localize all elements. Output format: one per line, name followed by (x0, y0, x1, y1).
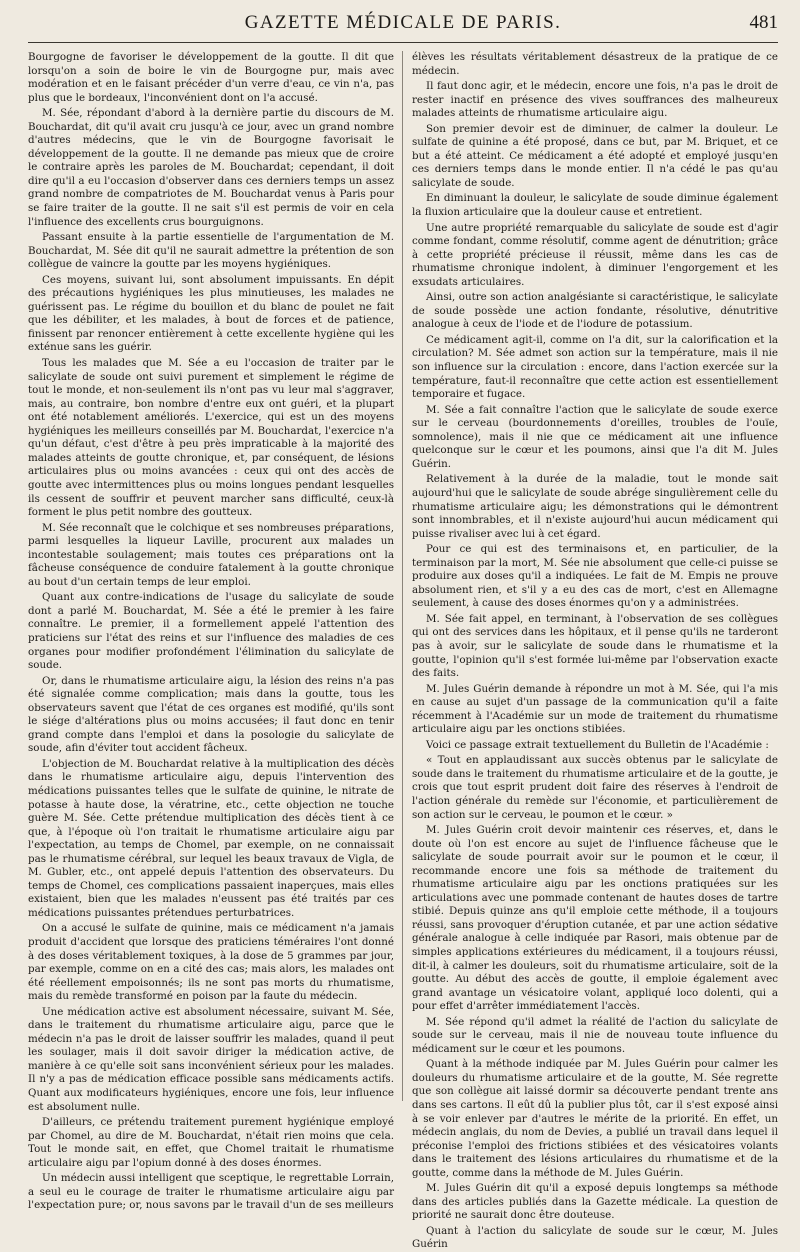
paragraph: Quant aux contre-indications de l'usage du salicylate de soude dont a parlé M. Bouchardat, M. Sée a été le premier à les faire connaître. Le premier, il a formellement appelé l'attention des praticiens sur l'état des reins et sur l'influence des maladies de ces organes pour modifier profondément l'élimination du salicylate de soude. (28, 591, 394, 672)
paragraph: L'objection de M. Bouchardat relative à la multiplication des décès dans le rhumatisme articulaire aigu, depuis l'intervention des médications puissantes telles que le sulfate de quinine, le nitrate de potasse à haute dose, la vératrine, etc., cette objection ne touche guère M. Sée. Cette prétendue multiplication des décès tient à ce que, à l'époque où l'on traitait le rhumatisme articulaire aigu par l'expectation, au temps de Chomel, par exemple, on ne connaissait pas le rhumatisme cérébral, sur lequel les beaux travaux de Vigla, de M. Gubler, etc., ont appelé depuis l'attention des observateurs. Du temps de Chomel, ces complications passaient inaperçues, mais elles existaient, bien que les malades n'eussent pas été traités par ces médications puissantes prétendues perturbatrices. (28, 757, 394, 919)
paragraph: M. Jules Guérin dit qu'il a exposé depuis longtemps sa méthode dans des articles publiés dans la Gazette médicale. La question de priorité ne saurait donc être douteuse. (412, 1182, 778, 1222)
paragraph: Relativement à la durée de la maladie, tout le monde sait aujourd'hui que le salicylate de soude abrége singulièrement celle du rhumatisme articulaire aigu; les démonstrations qui le démontrent sont innombrables, et il n'existe aujourd'hui aucun médicament qui puisse rivaliser avec lui à cet égard. (412, 473, 778, 540)
paragraph: Ces moyens, suivant lui, sont absolument impuissants. En dépit des précautions hygiéniques les plus minutieuses, les malades ne guérissent pas. Le régime du bouillon et du blanc de poulet ne fait que les débiliter, et les malades, à bout de forces et de patience, finissent par renoncer entièrement à cette excellente hygiène qui les exténue sans les guérir. (28, 273, 394, 354)
paragraph: M. Sée fait appel, en terminant, à l'observation de ses collègues qui ont des services dans les hôpitaux, et il pense qu'ils ne tarderont pas à avoir, sur le salicylate de soude dans le rhumatisme et la goutte, l'opinion qu'il s'est formée lui-même par l'observation exacte des faits. (412, 612, 778, 680)
paragraph: Or, dans le rhumatisme articulaire aigu, la lésion des reins n'a pas été signalée comme complication; mais dans la goutte, tous les observateurs savent que l'état de ces organes est modifié, qu'ils sont le siége d'altérations plus ou moins accusées; il faut donc en tenir grand compte dans l'emploi et dans la posologie du salicylate de soude, afin d'éviter tout accident fâcheux. (28, 674, 394, 755)
journal-title: GAZETTE MÉDICALE DE PARIS. (244, 12, 562, 33)
left-column (28, 51, 403, 1212)
paragraph: M. Sée, répondant d'abord à la dernière partie du discours de M. Bouchardat, dit qu'il avait cru jusqu'à ce jour, avec un grand nombre d'autres médecins, que le vin de Bourgogne favorisait le développement de la goutte. Il ne demande pas mieux que de croire le contraire après les paroles de M. Bouchardat; cependant, il doit dire qu'il a eu l'occasion d'observer dans ces derniers temps un assez grand nombre de compatriotes de M. Bouchardat venus à Paris pour se faire traiter de la goutte. Il ne sait s'il est permis de voir en cela l'influence des excellents crus bourguignons. (28, 107, 394, 228)
paragraph: Passant ensuite à la partie essentielle de l'argumentation de M. Bouchardat, M. Sée dit qu'il ne saurait admettre la prétention de son collègue de vaincre la goutte par les moyens hygiéniques. (28, 231, 394, 271)
paragraph: Une médication active est absolument nécessaire, suivant M. Sée, dans le traitement du rhumatisme articulaire aigu, parce que le médecin n'a pas le droit de laisser souffrir les malades, quand il peut les soulager, mais il doit savoir diriger la médication active, de manière à ce qu'elle soit sans inconvénient sérieux pour les malades. Il n'y a pas de médication efficace possible sans médicaments actifs. Quant aux modificateurs hygiéniques, encore une fois, leur influence est absolument nulle. (28, 1005, 394, 1113)
paragraph: Quant à la méthode indiquée par M. Jules Guérin pour calmer les douleurs du rhumatisme articulaire et de la goutte, M. Sée regrette que son collègue ait laissé dormir sa découverte pendant trente ans dans ses cartons. Il eût dû la publier plus tôt, car il s'est exposé ainsi à se voir enlever par d'autres le mérite de la priorité. En effet, un médecin anglais, du nom de Devies, a publié un travail dans lequel il préconise l'emploi des frictions stibiées et des vésicatoires volants dans le traitement des lésions articulaires du rhumatisme et de la goutte, comme dans la méthode de M. Jules Guérin. (412, 1058, 778, 1179)
paragraph: M. Jules Guérin croit devoir maintenir ces réserves, et, dans le doute où l'on est encore au sujet de l'influence fâcheuse que le salicylate de soude pourrait avoir sur le poumon et le cœur, il recommande encore une fois sa méthode de traitement du rhumatisme articulaire aigu par les onctions pratiquées sur les articulations avec une pommade contenant de hautes doses de tartre stibié. Depuis quinze ans qu'il emploie cette méthode, il a toujours réussi, sans provoquer d'éruption cutanée, et par une action sédative générale analogue à celle indiquée par Rasori, mais obtenue par de simples applications extérieures du médicament, il a toujours réussi, dit-il, à calmer les douleurs, soit du rhumatisme articulaire, soit de la goutte. Au début des accès de goutte, il emploie également avec grand avantage un vésicatoire volant, appliqué loco dolenti, qui a pour effet d'arrêter immédiatement l'accès. (412, 824, 778, 1013)
paragraph: Ainsi, outre son action analgésiante si caractéristique, le salicylate de soude possède une action fondante, résolutive, dénutritive analogue à ceux de l'iode et de l'iodure de potassium. (412, 291, 778, 331)
paragraph: « Tout en applaudissant aux succès obtenus par le salicylate de soude dans le traitement du rhumatisme articulaire et de la goutte, je crois que tout esprit prudent doit faire des réserves à l'endroit de l'action générale du remède sur l'économie, et particulièrement de son action sur le cerveau, le poumon et le cœur. » (412, 754, 778, 821)
paragraph: Voici ce passage extrait textuellement du Bulletin de l'Académie : (426, 738, 769, 751)
page-number: 481 (749, 12, 778, 33)
right-column (412, 51, 778, 1251)
paragraph: Il faut donc agir, et le médecin, encore une fois, n'a pas le droit de rester inactif en présence des vives souffrances des malheureux malades atteints de rhumatisme articulaire aigu. (412, 80, 778, 120)
paragraph: Bourgogne de favoriser le développement de la goutte. Il dit que lorsqu'on a soin de boire le vin de Bourgogne pur, mais avec modération et en le faisant précéder d'un verre d'eau, ce vin n'a, pas plus que le bordeaux, l'inconvénient dont on l'a accusé. (28, 51, 394, 104)
paragraph: élèves les résultats véritablement désastreux de la pratique de ce médecin. (412, 51, 778, 77)
paragraph: M. Jules Guérin demande à répondre un mot à M. Sée, qui l'a mis en cause au sujet d'un passage de la communication qu'il a faite récemment à l'Académie sur un mode de traitement du rhumatisme articulaire aigu par les onctions stibiées. (412, 682, 778, 736)
page-header (28, 12, 778, 43)
text-columns (28, 51, 778, 1251)
paragraph: Son premier devoir est de diminuer, de calmer la douleur. Le sulfate de quinine a été proposé, dans ce but, par M. Briquet, et ce but a été atteint. Ce médicament a été adopté et employé jusqu'en ces derniers temps dans le monde entier. Il n'a cédé le pas qu'au salicylate de soude. (412, 122, 778, 189)
paragraph: D'ailleurs, ce prétendu traitement purement hygiénique employé par Chomel, au dire de M. Bouchardat, n'était rien moins que cela. Tout le monde sait, en effet, que Chomel traitait le rhumatisme articulaire aigu par l'opium donné à des doses énormes. (28, 1116, 394, 1169)
paragraph: M. Sée répond qu'il admet la réalité de l'action du salicylate de soude sur le cerveau, mais il nie de nouveau toute influence du médicament sur le cœur et les poumons. (412, 1015, 778, 1055)
paragraph: On a accusé le sulfate de quinine, mais ce médicament n'a jamais produit d'accident que lorsque des praticiens téméraires l'ont donné à des doses véritablement toxiques, à la dose de 5 grammes par jour, par exemple, comme on en a cité des cas; mais alors, les malades ont été réellement empoisonnés; ils ne sont pas morts du rhumatisme, mais du remède transformé en poison par la faute du médecin. (28, 922, 394, 1003)
paragraph: M. Sée reconnaît que le colchique et ses nombreuses préparations, parmi lesquelles la liqueur Laville, procurent aux malades un incontestable soulagement; mais toutes ces préparations ont la fâcheuse conséquence de conduire fatalement à la goutte chronique au bout d'un certain temps de leur emploi. (28, 521, 394, 588)
paragraph: M. Sée a fait connaître l'action que le salicylate de soude exerce sur le cerveau (bourdonnements d'oreilles, troubles de l'ouïe, somnolence), mais il nie que ce médicament ait une influence quelconque sur le cœur et les poumons, ainsi que l'a dit M. Jules Guérin. (412, 403, 778, 470)
paragraph: En diminuant la douleur, le salicylate de soude diminue également la fluxion articulaire que la douleur cause et entretient. (412, 192, 778, 219)
paragraph: Une autre propriété remarquable du salicylate de soude est d'agir comme fondant, comme résolutif, comme agent de dénutrition; grâce à cette propriété précieuse il réussit, même dans les cas de rhumatisme chronique indolent, à diminuer l'engorgement et les exsudats articulaires. (412, 221, 778, 288)
paragraph: Pour ce qui est des terminaisons et, en particulier, de la terminaison par la mort, M. Sée nie absolument que celle-ci puisse se produire aux doses qu'il a indiquées. Le fait de M. Empis ne prouve absolument rien, et s'il y a eu des cas de mort, c'est en Allemagne seulement, à cause des doses énormes qu'on y a administrées. (412, 543, 778, 610)
paragraph: Un médecin aussi intelligent que sceptique, le regrettable Lorrain, a seul eu le courage de traiter le rhumatisme articulaire aigu par l'expectation pure; or, nous savons par le travail d'un de ses meilleurs (28, 1172, 394, 1212)
paragraph: Quant à l'action du salicylate de soude sur le cœur, M. Jules Guérin (412, 1224, 778, 1251)
paragraph: Ce médicament agit-il, comme on l'a dit, sur la calorification et la circulation? M. Sée admet son action sur la température, mais il nie son influence sur la circulation : encore, dans l'action exercée sur la température, faut-il reconnaître que cette action est essentiellement temporaire et fugace. (412, 333, 778, 401)
paragraph: Tous les malades que M. Sée a eu l'occasion de traiter par le salicylate de soude ont suivi purement et simplement le régime de tout le monde, et non-seulement ils n'ont pas vu leur mal s'aggraver, mais, au contraire, bon nombre d'entre eux ont guéri, et la plupart ont été notablement améliorés. L'exercice, qui est un des moyens hygiéniques les meilleurs conseillés par M. Bouchardat, l'exercice n'a qu'un défaut, c'est d'être à peu près impraticable à la majorité des malades atteints de goutte chronique, et, par conséquent, de lésions articulaires plus ou moins avancées : ceux qui ont des accès de goutte avec intermittences plus ou moins longues pendant lesquelles ils cessent de souffrir et peuvent marcher sans difficulté, ceux-là forment le plus petit nombre des goutteux. (28, 357, 394, 519)
